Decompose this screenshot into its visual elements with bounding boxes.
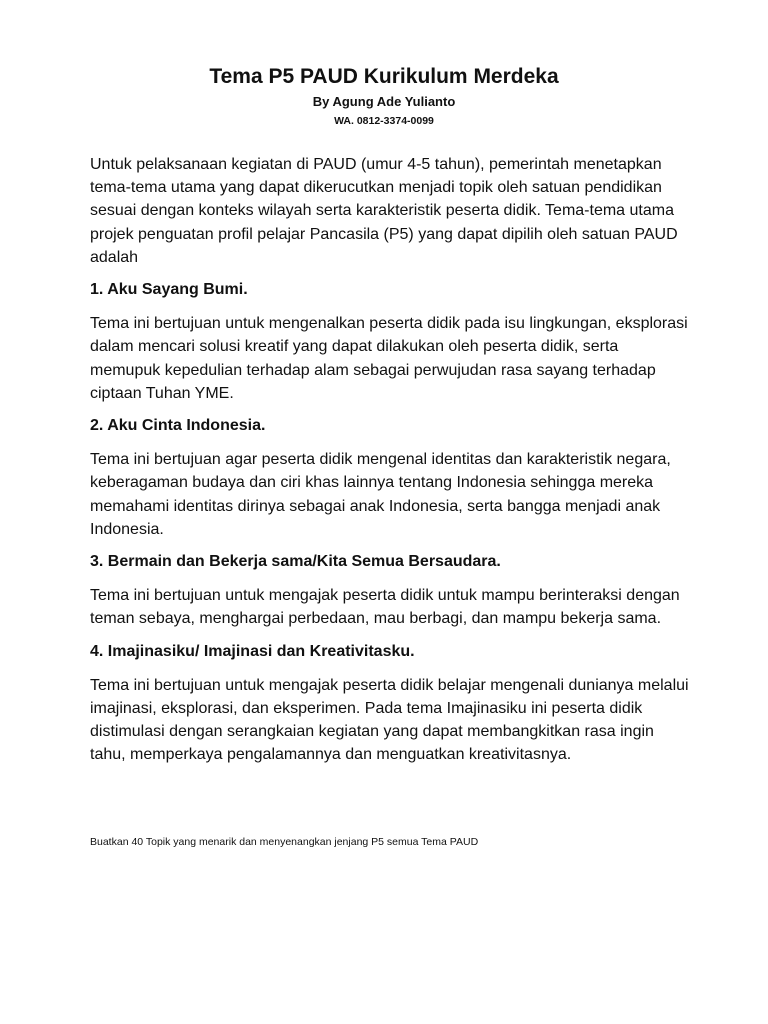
intro-paragraph: Untuk pelaksanaan kegiatan di PAUD (umur 4-5 tahun), pemerintah menetapkan tema-tema utama yang dapat dikerucutkan menjadi topik oleh satuan pendidikan sesuai dengan konteks wilayah serta karakteristik peserta didik. Tema-tema utama projek penguatan profil pelajar Pancasila (P5) yang dapat dipilih oleh satuan PAUD adalah [90,156,678,266]
section-heading: 2. Aku Cinta Indonesia. [90,417,266,435]
section-body: Tema ini bertujuan untuk mengajak peserta didik untuk mampu berinteraksi dengan teman sebaya, menghargai perbedaan, mau berbagi, dan mampu bekerja sama. [90,587,680,628]
section-body: Tema ini bertujuan untuk mengenalkan peserta didik pada isu lingkungan, eksplorasi dalam mencari solusi kreatif yang dapat dilakukan oleh peserta didik, serta memupuk kepedulian terhadap alam sebagai perwujudan rasa sayang terhadap ciptaan Tuhan YME. [90,315,688,402]
document-phone: WA. 0812-3374-0099 [334,115,434,127]
section-body: Tema ini bertujuan untuk mengajak peserta didik belajar mengenali dunianya melalui imajinasi, eksplorasi, dan eksperimen. Pada tema Imajinasiku ini peserta didik distimulasi dengan serangkaian kegiatan yang dapat membangkitkan rasa ingin tahu, memperkaya pengalamannya dan menguatkan kreativitasnya. [90,676,689,764]
section-aku-cinta-indonesia [90,414,690,541]
section-heading: 4. Imajinasiku/ Imajinasi dan Kreativitasku. [90,642,415,660]
document-body [90,153,690,776]
section-heading: 3. Bermain dan Bekerja sama/Kita Semua Bersaudara. [90,553,501,571]
footnote: Buatkan 40 Topik yang menarik dan menyenangkan jenjang P5 semua Tema PAUD [90,836,479,848]
document-title: Tema P5 PAUD Kurikulum Merdeka [209,65,559,88]
section-body: Tema ini bertujuan agar peserta didik mengenal identitas dan karakteristik negara, keberagaman budaya dan ciri khas lainnya tentang Indonesia sehingga mereka memahami identitas dirinya sebagai anak Indonesia, serta bangga menjadi anak Indonesia. [90,451,671,538]
section-imajinasiku [90,640,690,767]
section-aku-sayang-bumi [90,278,690,405]
document-author: By Agung Ade Yulianto [312,94,456,109]
section-heading: 1. Aku Sayang Bumi. [90,281,248,299]
section-bermain-dan-bekerja-sama [90,550,690,631]
